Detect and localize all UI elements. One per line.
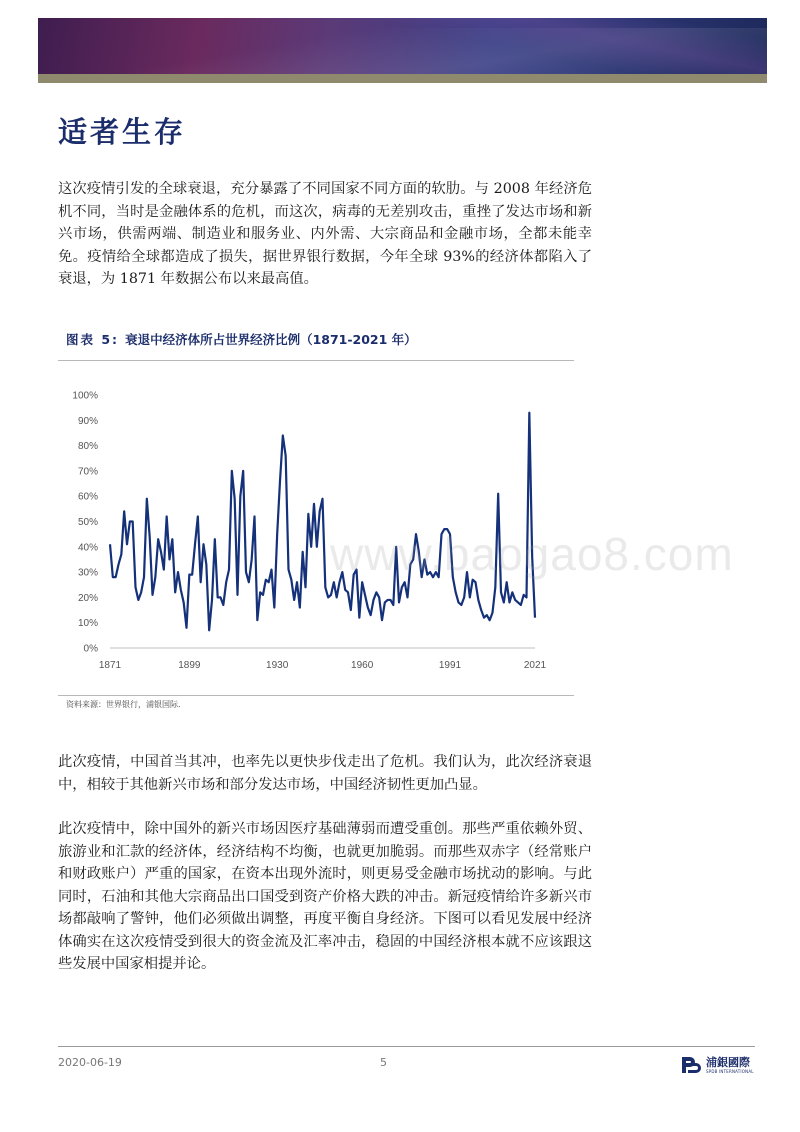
y-tick-label: 30%	[77, 567, 98, 579]
figure-label: 图表 5:	[66, 332, 120, 347]
paragraph-china: 此次疫情，中国首当其冲，也率先以更快步伐走出了危机。我们认为，此次经济衰退中，相较于其他新兴市场和部分发达市场，中国经济韧性更加凸显。	[58, 754, 592, 793]
paragraph-emerging-markets: 此次疫情中，除中国外的新兴市场因医疗基础薄弱而遭受重创。那些严重依赖外贸、旅游业和汇款的经济体，经济结构不均衡，也就更加脆弱。而那些双赤字（经常账户和财政账户）严重的国家，在资本出现外流时，则更易受金融市场扰动的影响。与此同时，石油和其他大宗商品出口国受到资产价格大跌的冲击。新冠疫情给许多新兴市场都敲响了警钟，他们必须做出调整，再度平衡自身经济。下图可以看见发展中经济体确实在这次疫情受到很大的资金流及汇率冲击，稳固的中国经济根本就不应该跟这些发展中国家相提并论。	[58, 821, 592, 972]
y-tick-label: 80%	[77, 441, 98, 453]
figure-top-rule	[58, 360, 574, 361]
y-tick-label: 60%	[77, 491, 98, 503]
header-stripe	[38, 74, 767, 83]
x-tick-label: 1930	[266, 660, 289, 671]
y-tick-label: 70%	[77, 466, 98, 478]
figure-bottom-rule	[58, 695, 574, 696]
footer-rule	[58, 1046, 755, 1047]
figure-title: 衰退中经济体所占世界经济比例（1871-2021 年）	[125, 332, 417, 347]
y-tick-label: 50%	[77, 517, 98, 528]
company-logo	[680, 1052, 770, 1078]
header-banner	[38, 18, 767, 74]
y-tick-label: 90%	[77, 415, 98, 427]
figure-source: 资料来源：世界银行，浦银国际.	[66, 700, 181, 709]
logo-subtitle: SPDB INTERNATIONAL	[706, 1069, 754, 1074]
section-title: 适者生存	[58, 115, 187, 149]
footer-date: 2020-06-19	[58, 1056, 122, 1069]
y-tick-label: 10%	[77, 618, 98, 630]
x-tick-label: 1899	[178, 660, 201, 671]
watermark: www.baogao8.com	[330, 528, 734, 580]
figure-caption	[66, 330, 417, 348]
y-tick-label: 40%	[77, 542, 98, 554]
y-tick-label: 20%	[77, 592, 98, 604]
x-tick-label: 1871	[98, 660, 122, 671]
y-tick-label: 100%	[72, 390, 98, 402]
y-axis-labels	[72, 391, 98, 655]
x-axis-labels	[99, 660, 547, 671]
x-tick-label: 2021	[523, 660, 547, 671]
logo-mark-icon	[680, 1054, 702, 1076]
page-number: 5	[380, 1056, 387, 1069]
logo-name: 浦銀國際	[706, 1056, 750, 1069]
paragraph-intro: 这次疫情引发的全球衰退，充分暴露了不同国家不同方面的软肋。与 2008 年经济危机不同，当时是金融体系的危机，而这次，病毒的无差别攻击，重挫了发达市场和新兴市场，供需两端、制造业和服务业、内外需、大宗商品和金融市场，全都未能幸免。疫情给全球都造成了损失，据世界银行数据，今年全球 93%的经济体都陷入了衰退，为 1871 年数据公布以来最高值。	[58, 181, 592, 287]
x-tick-label: 1991	[438, 660, 462, 671]
series-line	[110, 413, 535, 631]
x-tick-label: 1960	[351, 660, 374, 671]
y-tick-label: 0%	[83, 643, 98, 655]
